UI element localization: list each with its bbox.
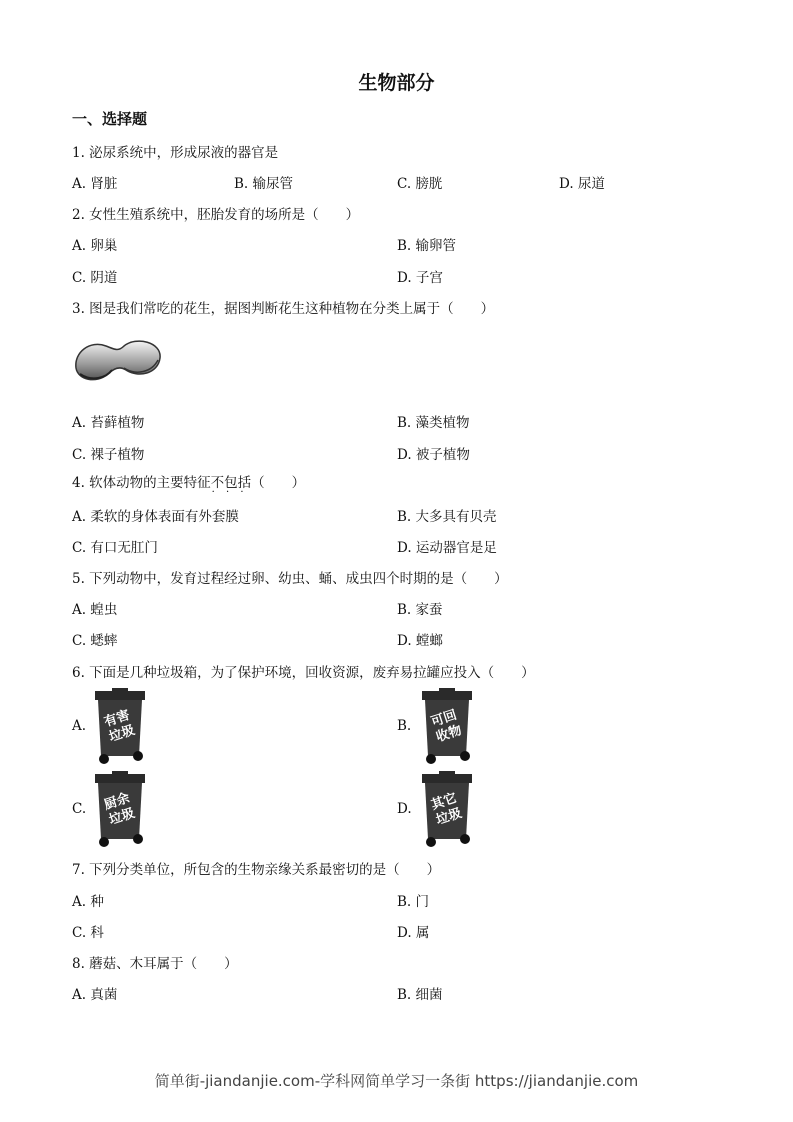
- question-4: [72, 471, 305, 491]
- q3-option-d: D. 被子植物: [397, 447, 470, 463]
- kitchen-waste-bin-image: [92, 771, 148, 849]
- peanut-image: [72, 330, 164, 388]
- recyclable-bin-image: [419, 688, 475, 766]
- bin-label-line: 垃圾: [434, 806, 464, 829]
- bin-label-line: 可回: [429, 707, 459, 731]
- q2-option-b: B. 输卵管: [397, 238, 457, 254]
- question-2: 2. 女性生殖系统中，胚胎发育的场所是（ ）: [72, 207, 360, 223]
- footer-watermark: 简单街-jiandanjie.com-学科网简单学习一条街 https://jiandanjie.com: [154, 1072, 639, 1090]
- bin-label-line: 收物: [434, 723, 464, 746]
- question-4-blank: （ ）: [251, 475, 306, 491]
- q5-option-c: C. 蟋蟀: [72, 633, 118, 649]
- question-4-emphasis: 不包括 · · ·: [211, 475, 252, 491]
- q7-option-d: D. 属: [397, 925, 430, 941]
- question-5: 5. 下列动物中，发育过程经过卵、幼虫、蛹、成虫四个时期的是（ ）: [72, 571, 508, 587]
- question-1: 1. 泌尿系统中，形成尿液的器官是: [72, 145, 279, 161]
- q8-option-a: A. 真菌: [72, 987, 118, 1003]
- bin-label-line: 有害: [102, 707, 132, 731]
- question-6: 6. 下面是几种垃圾箱，为了保护环境，回收资源，废弃易拉罐应投入（ ）: [72, 665, 535, 681]
- q5-option-b: B. 家蚕: [397, 602, 443, 618]
- hazardous-waste-bin-image: [92, 688, 148, 766]
- q1-option-d: D. 尿道: [559, 176, 605, 192]
- q4-option-b: B. 大多具有贝壳: [397, 509, 497, 525]
- q4-option-a: A. 柔软的身体表面有外套膜: [72, 509, 239, 525]
- bin-label-line: 垃圾: [107, 723, 137, 746]
- question-3: 3. 图是我们常吃的花生，据图判断花生这种植物在分类上属于（ ）: [72, 301, 495, 317]
- section-heading: 一、选择题: [72, 110, 148, 128]
- page-title: 生物部分: [358, 72, 435, 94]
- question-4-text: 4. 软体动物的主要特征: [72, 475, 211, 491]
- q7-option-a: A. 种: [72, 894, 104, 910]
- q8-option-b: B. 细菌: [397, 987, 443, 1003]
- other-waste-bin-image: [419, 771, 475, 849]
- q1-option-b: B. 输尿管: [234, 176, 294, 192]
- q5-option-d: D. 螳螂: [397, 633, 443, 649]
- q5-option-a: A. 蝗虫: [72, 602, 118, 618]
- q1-option-c: C. 膀胱: [397, 176, 443, 192]
- q7-option-c: C. 科: [72, 925, 104, 941]
- q6-option-a: A.: [72, 718, 87, 734]
- q6-option-d: D.: [397, 801, 412, 817]
- q3-option-a: A. 苔藓植物: [72, 415, 145, 431]
- bin-label-line: 其它: [429, 790, 459, 814]
- q4-option-c: C. 有口无肛门: [72, 540, 158, 556]
- q6-option-b: B.: [397, 718, 412, 734]
- bin-label-line: 垃圾: [107, 806, 137, 829]
- q2-option-d: D. 子宫: [397, 270, 443, 286]
- q2-option-a: A. 卵巢: [72, 238, 118, 254]
- question-8: 8. 蘑菇、木耳属于（ ）: [72, 956, 238, 972]
- q2-option-c: C. 阴道: [72, 270, 118, 286]
- q1-option-a: A. 肾脏: [72, 176, 118, 192]
- q3-option-c: C. 裸子植物: [72, 447, 145, 463]
- q6-option-c: C.: [72, 801, 87, 817]
- question-7: 7. 下列分类单位，所包含的生物亲缘关系最密切的是（ ）: [72, 862, 441, 878]
- q4-option-d: D. 运动器官是足: [397, 540, 497, 556]
- bin-label-line: 厨余: [102, 790, 132, 814]
- q3-option-b: B. 藻类植物: [397, 415, 470, 431]
- q7-option-b: B. 门: [397, 894, 430, 910]
